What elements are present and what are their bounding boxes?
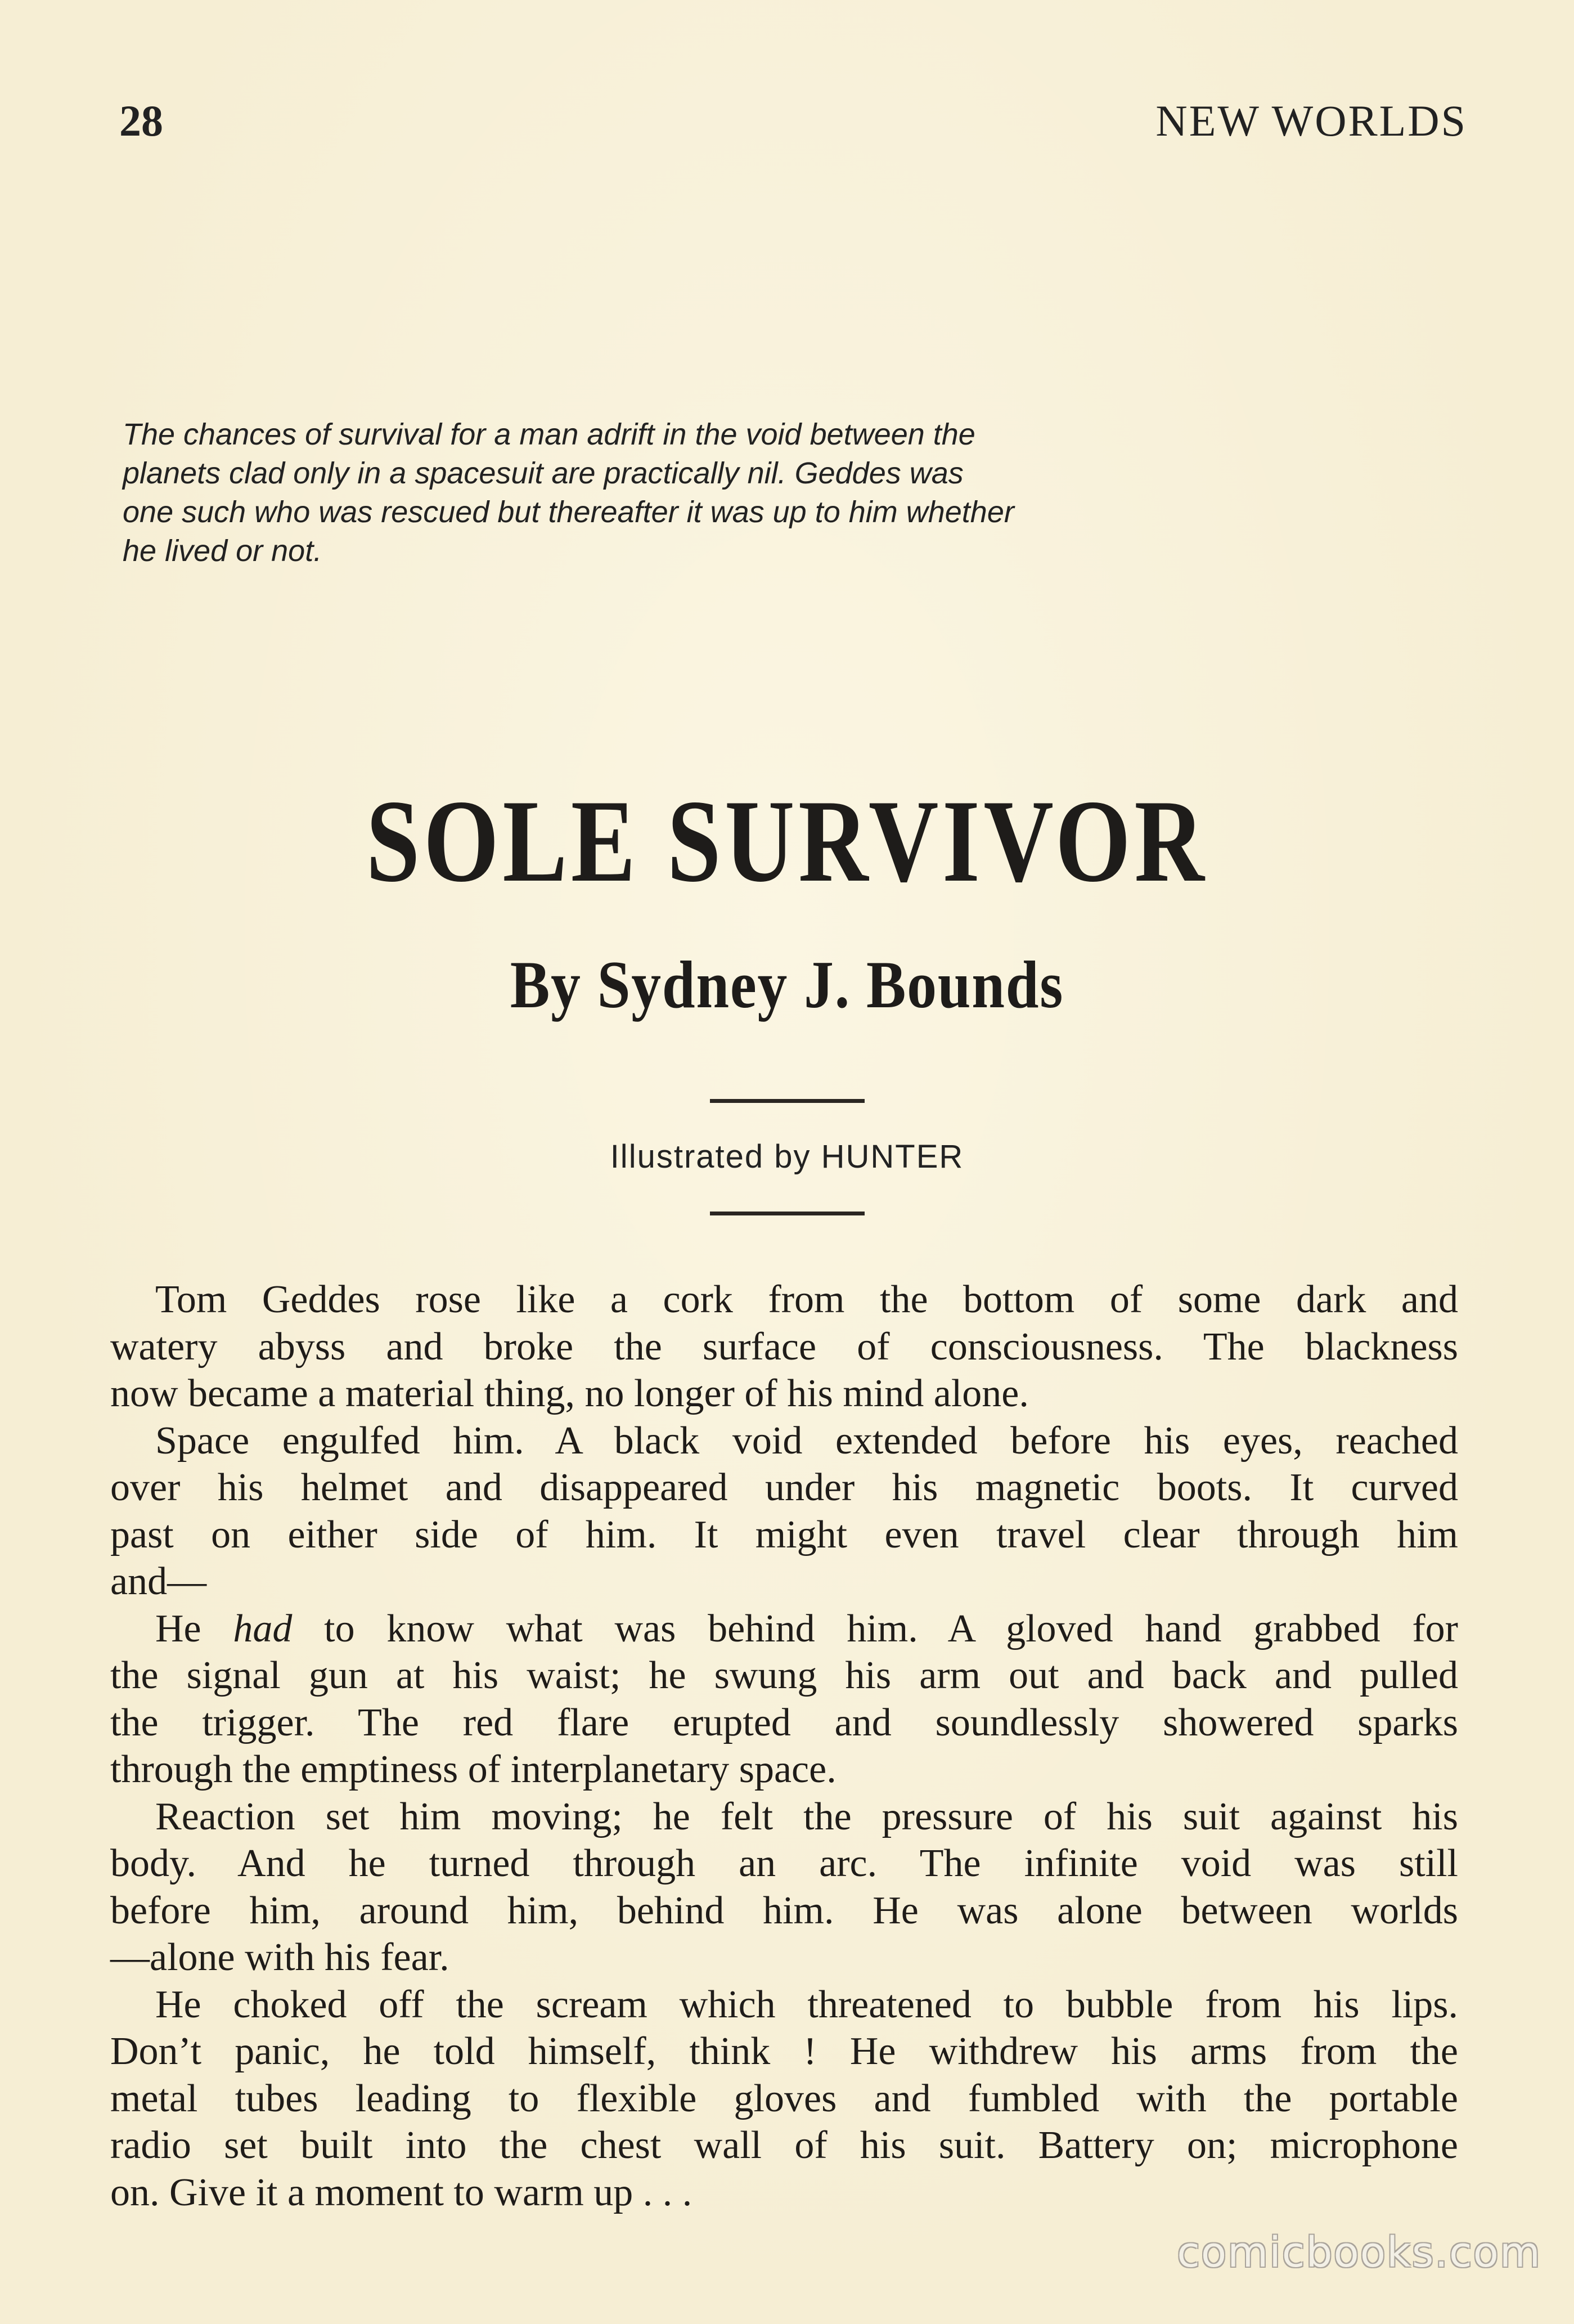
page-header — [119, 96, 1467, 152]
running-head: NEW WORLDS — [1155, 96, 1467, 145]
divider-rule-top — [710, 1099, 865, 1103]
story-blurb — [123, 415, 1141, 571]
body-line: on. Give it a moment to warm up . . . — [110, 2170, 692, 2214]
divider-rule-bottom — [710, 1212, 865, 1215]
page-number: 28 — [119, 96, 163, 145]
body-line: now became a material thing, no longer of his mind alone. — [110, 1372, 1029, 1415]
body-line: the signal gun at his waist; he swung his arm out and back and pulled — [110, 1654, 1458, 1697]
body-line: Space engulfed him. A black void extended before his eyes, reached — [155, 1419, 1458, 1462]
blurb-line: planets clad only in a spacesuit are practically nil. Geddes was — [123, 456, 964, 490]
emphasis: had — [233, 1607, 293, 1650]
blurb-line: he lived or not. — [123, 534, 322, 568]
body-line: He choked off the scream which threatened to bubble from his lips. — [155, 1982, 1458, 2026]
story-byline: By Sydney J. Bounds — [510, 947, 1064, 1022]
blurb-line: one such who was rescued but thereafter it was up to him whether — [123, 495, 1014, 529]
body-line: Reaction set him moving; he felt the pressure of his suit against his — [155, 1794, 1458, 1838]
story-body — [110, 1276, 1458, 2216]
body-line: metal tubes leading to flexible gloves and fumbled with the portable — [110, 2076, 1458, 2120]
body-line: past on either side of him. It might even travel clear through him — [110, 1513, 1458, 1556]
body-line: the trigger. The red flare erupted and soundlessly showered sparks — [110, 1701, 1458, 1744]
body-line: radio set built into the chest wall of his suit. Battery on; microphone — [110, 2124, 1458, 2167]
body-line: Don’t panic, he told himself, think ! He withdrew his arms from the — [110, 2030, 1458, 2073]
body-line: over his helmet and disappeared under his magnetic boots. It curved — [110, 1466, 1458, 1509]
blurb-line: The chances of survival for a man adrift in the void between the — [123, 418, 975, 451]
body-line: —alone with his fear. — [110, 1936, 449, 1979]
body-line: Tom Geddes rose like a cork from the bottom of some dark and — [155, 1278, 1458, 1321]
watermark: comicbooks.com — [1177, 2228, 1541, 2277]
body-line: He had to know what was behind him. A gloved hand grabbed for — [155, 1607, 1458, 1650]
body-line: watery abyss and broke the surface of consciousness. The blackness — [110, 1325, 1458, 1369]
story-title: SOLE SURVIVOR — [366, 776, 1208, 907]
body-line: through the emptiness of interplanetary space. — [110, 1748, 837, 1791]
body-line: body. And he turned through an arc. The infinite void was still — [110, 1842, 1458, 1885]
body-line: and— — [110, 1560, 207, 1603]
illustrator-credit: Illustrated by HUNTER — [610, 1138, 964, 1175]
body-line: before him, around him, behind him. He was alone between worlds — [110, 1888, 1458, 1932]
